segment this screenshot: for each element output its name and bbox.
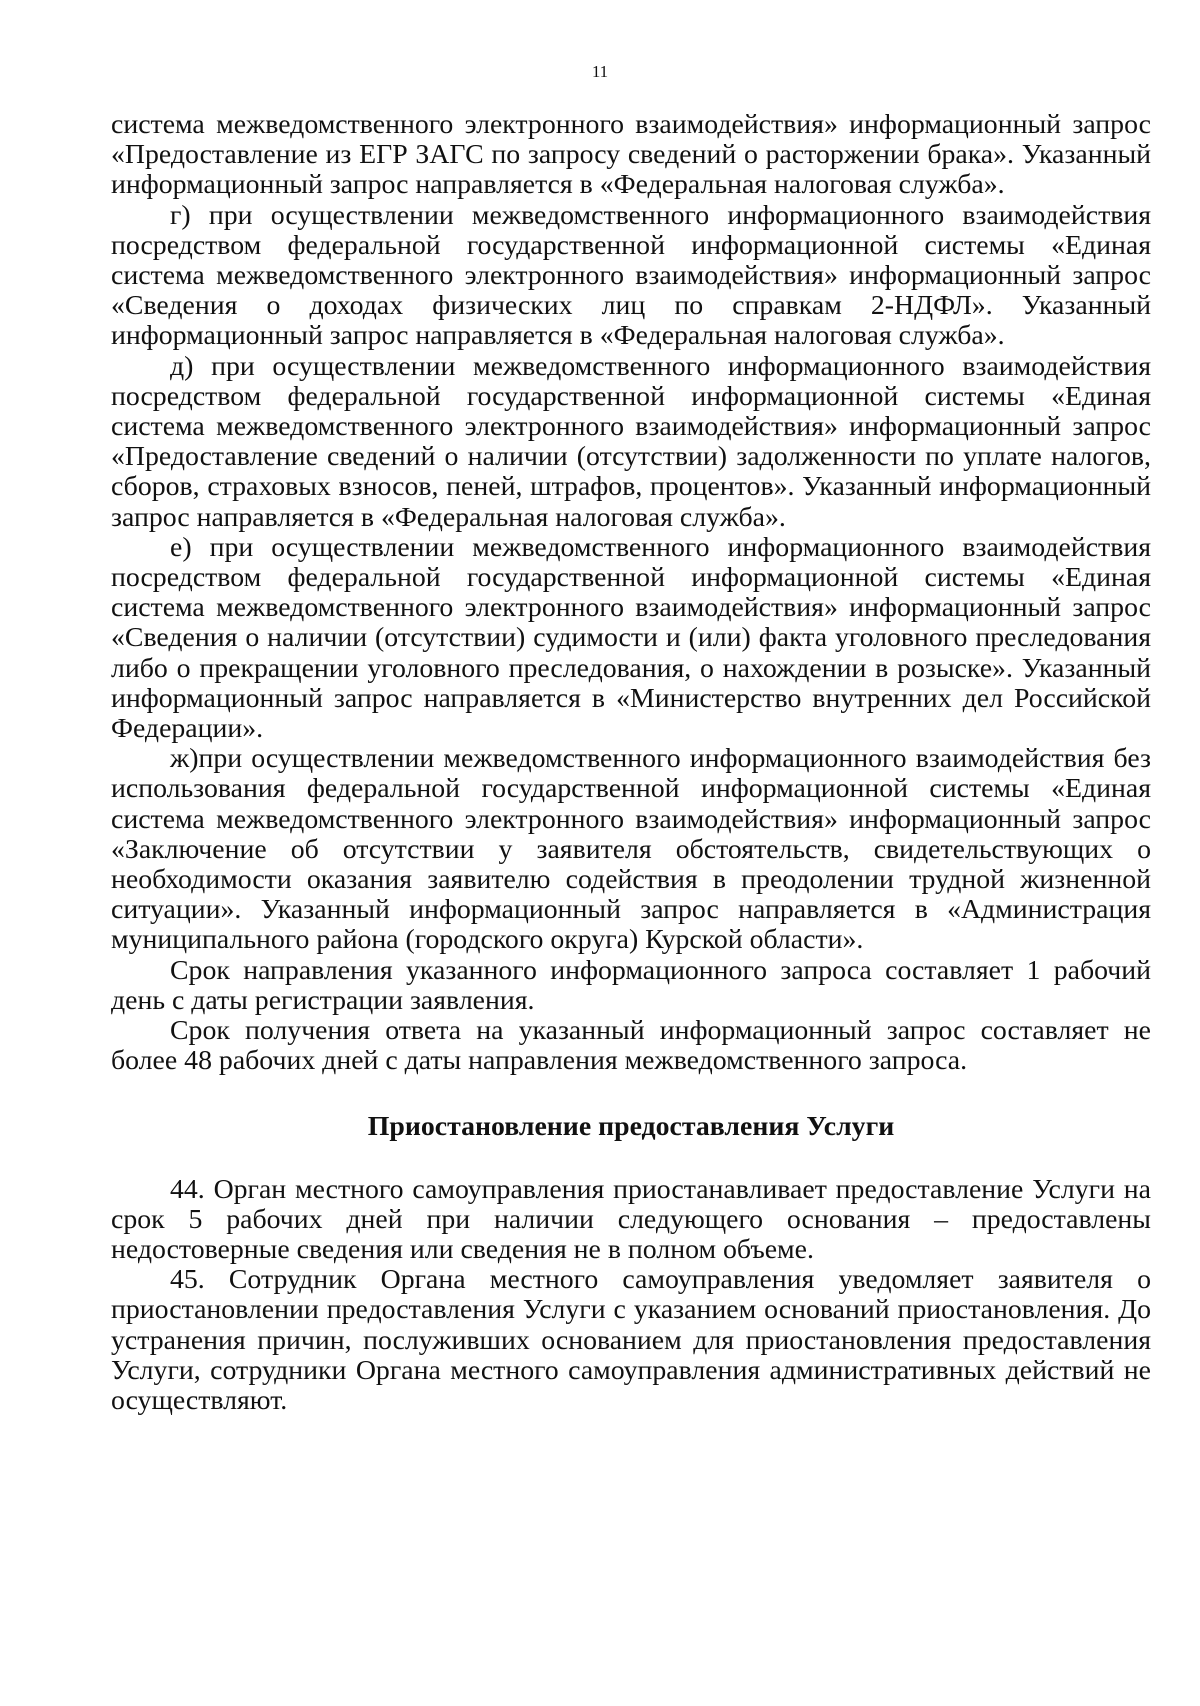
document-body — [111, 110, 1151, 1416]
paragraph-item-zh: ж)при осуществлении межведомственного информационного взаимодействия без использования федеральной государственной информационной системы «Единая система межведомственного электронного взаимодействия» информационный запрос «Заключение об отсутствии у заявителя обстоятельств, свидетельствующих о необходимости оказания заявителю содействия в преодолении трудной жизненной ситуации». Указанный информационный запрос направляется в «Администрация муниципального района (городского округа) Курской области». — [111, 743, 1151, 956]
paragraph-continuation: система межведомственного электронного взаимодействия» информационный запрос «Предоставление из ЕГР ЗАГС по запросу сведений о расторжении брака». Указанный информационный запрос направляется в «Федеральная налоговая служба». — [111, 109, 1151, 201]
paragraph-response-deadline: Срок получения ответа на указанный информационный запрос составляет не более 48 рабочих дней с даты направления межведомственного запроса. — [111, 1015, 1151, 1077]
section-heading: Приостановление предоставления Услуги — [367, 1110, 895, 1142]
page-number: 11 — [591, 62, 609, 81]
paragraph-item-g: г) при осуществлении межведомственного информационного взаимодействия посредством федеральной государственной информационной системы «Единая система межведомственного электронного взаимодействия» информационный запрос «Сведения о доходах физических лиц по справкам 2-НДФЛ». Указанный информационный запрос направляется в «Федеральная налоговая служба». — [111, 199, 1151, 352]
paragraph-44: 44. Орган местного самоуправления приостанавливает предоставление Услуги на срок 5 рабочих дней при наличии следующего основания – предоставлены недостоверные сведения или сведения не в полном объеме. — [111, 1173, 1151, 1265]
paragraph-item-d: д) при осуществлении межведомственного информационного взаимодействия посредством федеральной государственной информационной системы «Единая система межведомственного электронного взаимодействия» информационный запрос «Предоставление сведений о наличии (отсутствии) задолженности по уплате налогов, сборов, страховых взносов, пеней, штрафов, процентов». Указанный информационный запрос направляется в «Федеральная налоговая служба». — [111, 350, 1151, 533]
paragraph-item-e: е) при осуществлении межведомственного информационного взаимодействия посредством федеральной государственной информационной системы «Единая система межведомственного электронного взаимодействия» информационный запрос «Сведения о наличии (отсутствии) судимости и (или) факта уголовного преследования либо о прекращении уголовного преследования, о нахождении в розыске». Указанный информационный запрос направляется в «Министерство внутренних дел Российской Федерации». — [111, 531, 1151, 745]
paragraph-request-deadline: Срок направления указанного информационного запроса составляет 1 рабочий день с даты регистрации заявления. — [111, 954, 1151, 1016]
paragraph-45: 45. Сотрудник Органа местного самоуправления уведомляет заявителя о приостановлении предоставления Услуги с указанием оснований приостановления. До устранения причин, послуживших основанием для приостановления предоставления Услуги, сотрудники Органа местного самоуправления административных действий не осуществляют. — [111, 1264, 1151, 1416]
